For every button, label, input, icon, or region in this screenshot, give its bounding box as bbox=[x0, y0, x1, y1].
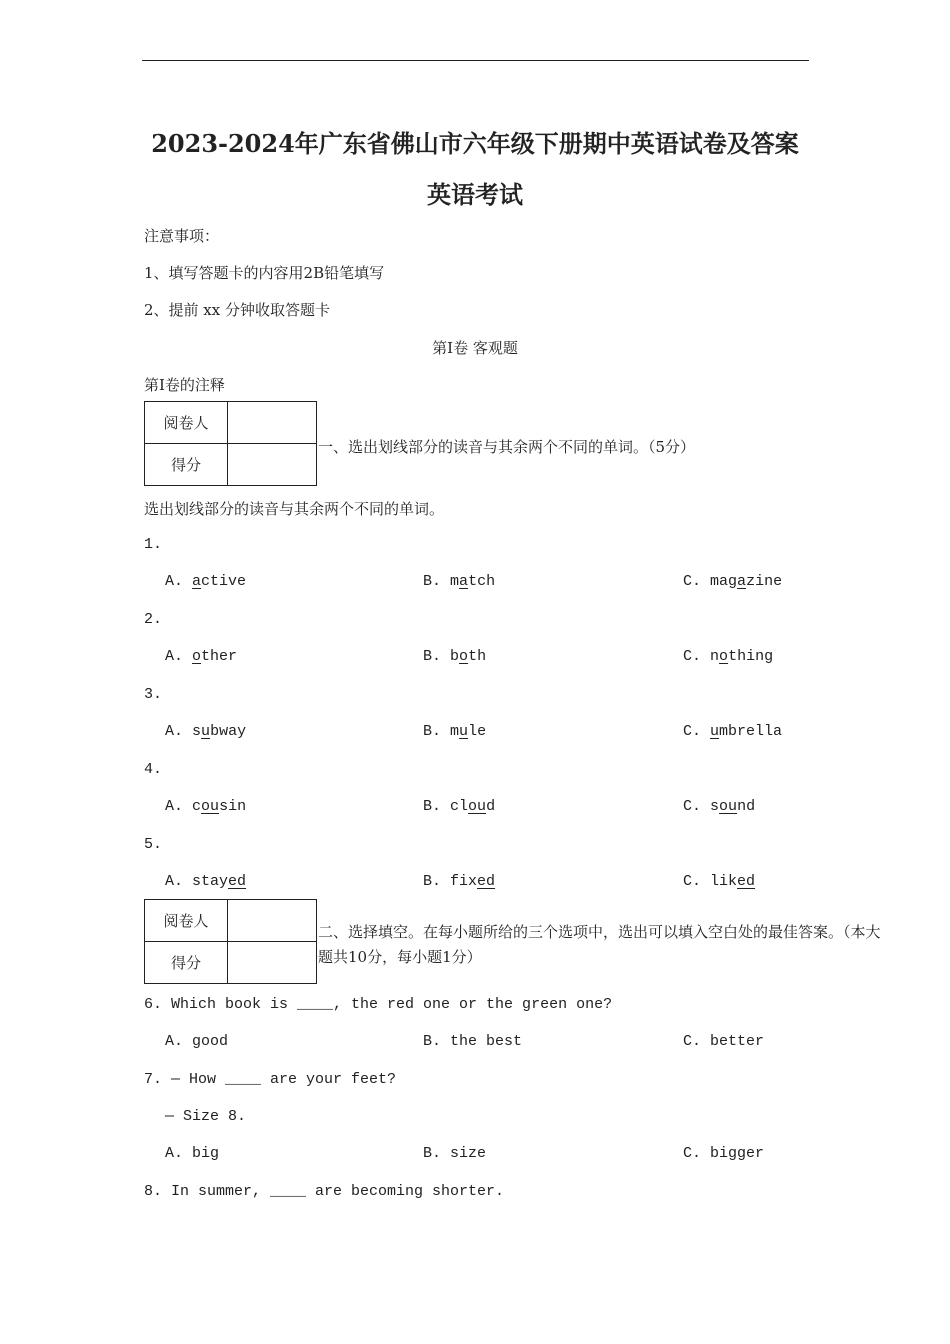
question-5-option-c bbox=[683, 873, 755, 890]
question-3-option-b bbox=[423, 723, 486, 740]
reviewer-label: 阅卷人 bbox=[145, 900, 228, 942]
option-text-pre: fix bbox=[450, 873, 478, 890]
option-text-post: ctive bbox=[201, 573, 247, 590]
option-text-post: nd bbox=[737, 798, 756, 815]
question-1-number: 1. bbox=[144, 536, 163, 553]
notes-item-2: 2、提前 xx 分钟收取答题卡 bbox=[144, 301, 330, 319]
score-field bbox=[228, 444, 317, 486]
underlined-letters: ou bbox=[719, 798, 738, 815]
question-2-option-a bbox=[165, 648, 237, 665]
score-box-2 bbox=[144, 899, 317, 984]
option-text-pre: c bbox=[192, 798, 202, 815]
page-title: 2023-2024年广东省佛山市六年级下册期中英语试卷及答案 bbox=[151, 129, 799, 158]
option-text-letter: A. bbox=[165, 648, 184, 665]
option-text-pre: mag bbox=[710, 573, 738, 590]
option-text-pre: n bbox=[710, 648, 720, 665]
page-subtitle: 英语考试 bbox=[427, 180, 523, 209]
option-text-pre: stay bbox=[192, 873, 229, 890]
question-5-option-a bbox=[165, 873, 246, 890]
question-1-option-c bbox=[683, 573, 782, 590]
option-text-pre: s bbox=[710, 798, 720, 815]
question-7-reply: — Size 8. bbox=[165, 1108, 247, 1125]
question-4-option-a bbox=[165, 798, 246, 815]
underlined-letters: o bbox=[459, 648, 469, 665]
question-7-option-b: B. size bbox=[423, 1145, 487, 1162]
option-text-pre: m bbox=[450, 723, 460, 740]
underlined-letters: ed bbox=[228, 873, 247, 890]
question-6-option-b: B. the best bbox=[423, 1033, 523, 1050]
underlined-letters: a bbox=[192, 573, 202, 590]
section2-title-line2: 题共10分，每小题1分） bbox=[318, 948, 482, 966]
question-4-option-c bbox=[683, 798, 755, 815]
option-text-post: thing bbox=[728, 648, 774, 665]
score-label: 得分 bbox=[145, 942, 228, 984]
score-field bbox=[228, 942, 317, 984]
score-box-1 bbox=[144, 401, 317, 486]
underlined-letters: u bbox=[201, 723, 211, 740]
question-6-stem: 6. Which book is ____, the red one or the green one? bbox=[144, 996, 613, 1013]
reviewer-field bbox=[228, 900, 317, 942]
question-5-number: 5. bbox=[144, 836, 163, 853]
option-text-letter: A. bbox=[165, 873, 184, 890]
question-2-option-b bbox=[423, 648, 486, 665]
question-6-option-a: A. good bbox=[165, 1033, 229, 1050]
option-text-post: th bbox=[468, 648, 487, 665]
option-text-pre: s bbox=[192, 723, 202, 740]
question-7-stem: 7. — How ____ are your feet? bbox=[144, 1071, 397, 1088]
option-text-post: zine bbox=[746, 573, 783, 590]
option-text-letter: C. bbox=[683, 723, 702, 740]
option-text-post: bway bbox=[210, 723, 247, 740]
header-rule bbox=[142, 60, 809, 61]
underlined-letters: ou bbox=[201, 798, 220, 815]
section1-instruction: 选出划线部分的读音与其余两个不同的单词。 bbox=[144, 500, 445, 518]
underlined-letters: ou bbox=[468, 798, 487, 815]
underlined-letters: o bbox=[192, 648, 202, 665]
option-text-pre: b bbox=[450, 648, 460, 665]
option-text-letter: A. bbox=[165, 573, 184, 590]
underlined-letters: a bbox=[459, 573, 469, 590]
question-3-number: 3. bbox=[144, 686, 163, 703]
option-text-pre: m bbox=[450, 573, 460, 590]
underlined-letters: ed bbox=[477, 873, 496, 890]
question-6-option-c: C. better bbox=[683, 1033, 765, 1050]
option-text-post: ther bbox=[201, 648, 238, 665]
notes-item-1: 1、填写答题卡的内容用2B铅笔填写 bbox=[144, 264, 385, 282]
option-text-post: tch bbox=[468, 573, 496, 590]
question-5-option-b bbox=[423, 873, 495, 890]
option-text-letter: B. bbox=[423, 723, 442, 740]
volume-note: 第Ⅰ卷的注释 bbox=[144, 376, 225, 394]
question-4-number: 4. bbox=[144, 761, 163, 778]
option-text-letter: A. bbox=[165, 723, 184, 740]
volume-heading: 第Ⅰ卷 客观题 bbox=[432, 339, 518, 357]
option-text-letter: C. bbox=[683, 648, 702, 665]
option-text-letter: B. bbox=[423, 798, 442, 815]
question-1-option-a bbox=[165, 573, 246, 590]
section2-title-line1: 二、选择填空。在每小题所给的三个选项中，选出可以填入空白处的最佳答案。（本大 bbox=[318, 923, 881, 941]
option-text-letter: B. bbox=[423, 873, 442, 890]
option-text-post: sin bbox=[219, 798, 247, 815]
option-text-letter: A. bbox=[165, 798, 184, 815]
question-3-option-c bbox=[683, 723, 782, 740]
reviewer-field bbox=[228, 402, 317, 444]
underlined-letters: u bbox=[459, 723, 469, 740]
option-text-letter: C. bbox=[683, 573, 702, 590]
option-text-letter: C. bbox=[683, 798, 702, 815]
underlined-letters: u bbox=[710, 723, 720, 740]
question-7-option-a: A. big bbox=[165, 1145, 220, 1162]
option-text-pre: cl bbox=[450, 798, 469, 815]
option-text-letter: C. bbox=[683, 873, 702, 890]
option-text-pre: lik bbox=[710, 873, 738, 890]
question-4-option-b bbox=[423, 798, 495, 815]
option-text-letter: B. bbox=[423, 573, 442, 590]
underlined-letters: o bbox=[719, 648, 729, 665]
option-text-letter: B. bbox=[423, 648, 442, 665]
question-2-number: 2. bbox=[144, 611, 163, 628]
option-text-post: le bbox=[468, 723, 487, 740]
option-text-post: mbrella bbox=[719, 723, 783, 740]
question-7-option-c: C. bigger bbox=[683, 1145, 765, 1162]
question-3-option-a bbox=[165, 723, 246, 740]
reviewer-label: 阅卷人 bbox=[145, 402, 228, 444]
question-2-option-c bbox=[683, 648, 773, 665]
notes-heading: 注意事项： bbox=[144, 227, 220, 245]
score-label: 得分 bbox=[145, 444, 228, 486]
underlined-letters: a bbox=[737, 573, 747, 590]
question-1-option-b bbox=[423, 573, 495, 590]
section1-title: 一、选出划线部分的读音与其余两个不同的单词。（5分） bbox=[318, 438, 696, 456]
question-8-stem: 8. In summer, ____ are becoming shorter. bbox=[144, 1183, 505, 1200]
option-text-post: d bbox=[486, 798, 496, 815]
underlined-letters: ed bbox=[737, 873, 756, 890]
